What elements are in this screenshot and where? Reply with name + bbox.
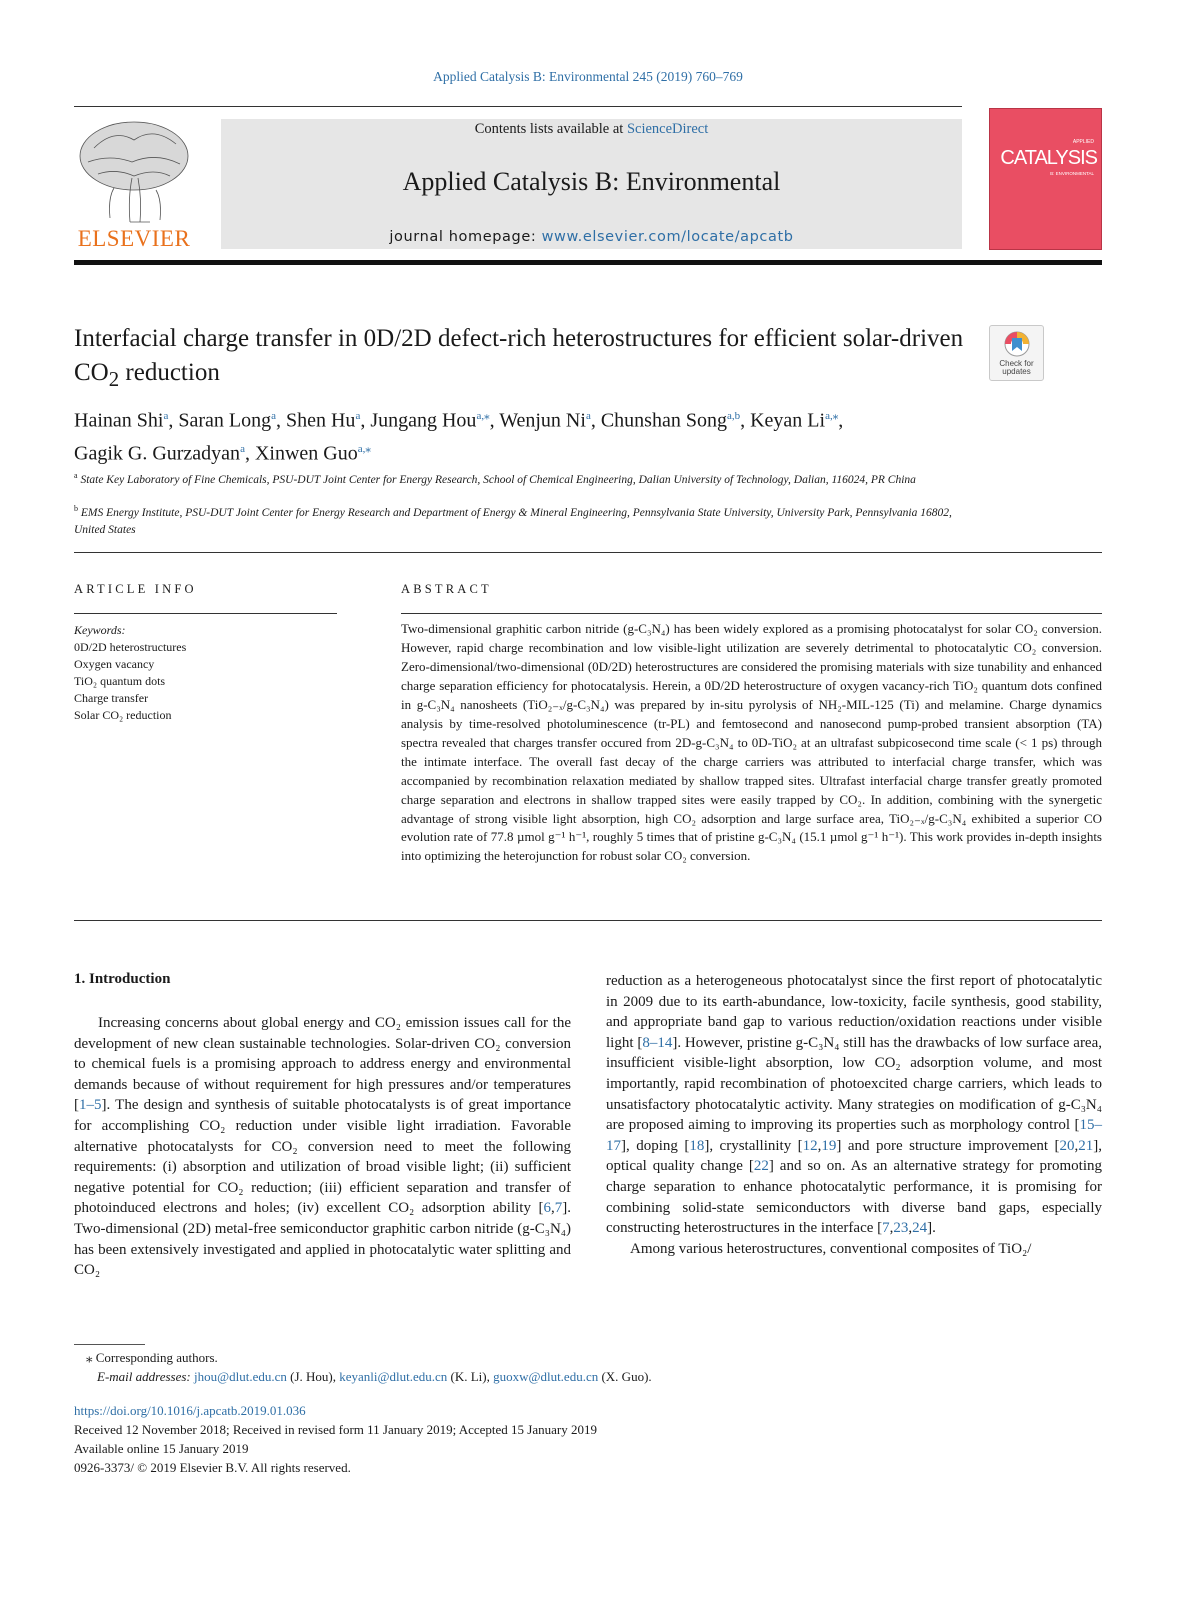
email-link-hou[interactable]: jhou@dlut.edu.cn	[194, 1368, 287, 1384]
paragraph-text: ,	[1074, 1137, 1079, 1154]
affiliation-b	[74, 500, 979, 539]
author-name: Gagik G. Gurzadyan	[74, 442, 241, 465]
citation-link[interactable]: 15–17	[606, 1117, 1102, 1154]
homepage-line	[221, 229, 962, 245]
email-owner-li: (K. Li),	[447, 1368, 494, 1384]
author-name: Xinwen Guo	[254, 442, 358, 465]
citation-link[interactable]: 7	[882, 1220, 890, 1237]
author-affiliation-mark[interactable]: a,⁎	[825, 410, 839, 422]
journal-title: Applied Catalysis B: Environmental	[402, 167, 781, 196]
keywords-list	[74, 639, 334, 724]
email-addresses	[74, 1368, 974, 1387]
keyword-item: Oxygen vacancy	[74, 657, 155, 671]
author-separator: ,	[489, 409, 500, 432]
email-owner-guo: (X. Guo).	[598, 1368, 652, 1384]
contents-line	[221, 121, 962, 138]
contents-prefix: Contents lists available at	[474, 121, 627, 137]
footnote-rule	[74, 1344, 145, 1345]
introduction-heading: 1. Introduction	[74, 971, 171, 987]
body-column-right	[606, 971, 1102, 1259]
keyword-item: Solar CO₂ reduction	[74, 708, 172, 722]
homepage-link[interactable]: www.elsevier.com/locate/apcatb	[541, 229, 794, 245]
author-separator: ,	[740, 409, 751, 432]
corresponding-footnote	[74, 1349, 974, 1386]
received-dates: Received 12 November 2018; Received in revised form 11 January 2019; Accepted 15 January 2019	[74, 1422, 597, 1437]
title-subscript: 2	[108, 367, 120, 391]
author-name: Wenjun Ni	[499, 409, 586, 432]
header-rule	[74, 106, 962, 107]
citation-link[interactable]: 18	[689, 1137, 705, 1154]
author-separator: ,	[275, 409, 286, 432]
keywords-label: Keywords:	[74, 623, 126, 637]
affiliation-a	[74, 467, 979, 489]
crossmark-label	[990, 360, 1043, 376]
abstract-text: Two-dimensional graphitic carbon nitride (g-C₃N₄) has been widely explored as a promising photocatalyst for solar CO₂ conversion. However, rapid charge recombination and low visible-light utilization are severely detrimental to photocatalytic CO₂ conversion. Zero-dimensional/two-dimensional (0D/2D) heterostructures are considered the promising materials with size tunability and enhanced charge separation efficiency for photocatalysis. Herein, a 0D/2D heterostructure of oxygen vacancy-rich TiO₂ quantum dots confined in g-C₃N₄ nanosheets (TiO₂₋ₓ/g-C₃N₄) was prepared by in-situ pyrolysis of NH₂-MIL-125 (Ti) and melamine. Charge dynamics analysis by time-resolved photoluminescence (tr-PL) and femtosecond and nanosecond pump-probed transient absorption (TA) spectra revealed that charges transfer occured from 2D-g-C₃N₄ to 0D-TiO₂ at an ultrafast subpicosecond time scale (< 1 ps) through the intimate interface. The overall fast decay of the charge carriers was attributed to interfacial charge transfer, which was accompanied by recombination relaxation mediated by shallow trapped sites. Ultrafast interfacial charge transfer greatly promoted charge separation and electrons in shallow trapped sites were easily trapped by CO₂. In addition, combining with the synergetic advantage of strong visible light absorption, high CO₂ adsorption and large surface area, TiO₂₋ₓ/g-C₃N₄ exhibited a superior CO evolution rate of 77.8 µmol g⁻¹ h⁻¹, roughly 5 times that of pristine g-C₃N₄ (15.1 µmol g⁻¹ h⁻¹). This work provides in-depth insights into optimizing the heterojunction for robust solar CO₂ conversion.	[401, 621, 1102, 864]
email-link-guo[interactable]: guoxw@dlut.edu.cn	[493, 1368, 599, 1384]
author-affiliation-mark[interactable]: a	[163, 410, 169, 422]
publication-info	[74, 1401, 974, 1477]
author-separator: ,	[838, 409, 844, 432]
paragraph-text: ]. However, pristine g-C₃N₄ still has the drawbacks of low surface area, insufficient visible-light absorption, low CO₂ adsorption volume, and most importantly, rapid recombination of photoexcited charge carriers, which leads to unsatisfactory photocatalytic activity. Many strategies on modification of g-C₃N₄ are proposed aiming to improving its properties such as morphology control [	[606, 1034, 1103, 1134]
author-name: Shen Hu	[285, 409, 356, 432]
header-thick-rule	[74, 260, 1102, 265]
article-title	[74, 322, 984, 396]
author-name: Chunshan Song	[600, 409, 727, 432]
body-column-left	[74, 1013, 571, 1281]
affiliation-a-text: State Key Laboratory of Fine Chemicals, PSU-DUT Joint Center for Energy Research, School of Chemical Engineering, Dalian University of Technology, Dalian, 116024, PR China	[80, 473, 916, 486]
email-owner-hou: (J. Hou),	[286, 1368, 340, 1384]
citation-link[interactable]: 12	[802, 1137, 818, 1154]
author-list	[74, 402, 994, 467]
article-info-heading: ARTICLE INFO	[74, 582, 197, 596]
paragraph-text: ]. The design and synthesis of suitable photocatalysts is of great importance for accomplishing CO₂ reduction under visible light irradiation. Favorable alternative photocatalysts for CO₂ conversion need to meet the following requirements: (i) absorption and utilization of broad visible light; (ii) sufficient negative potential for CO₂ reduction; (iii) efficient separation and transfer of photoinduced electrons and holes; (iv) excellent CO₂ adsorption ability [	[74, 1097, 571, 1217]
cover-applied-label: APPLIED	[1072, 139, 1094, 145]
abstract-heading: ABSTRACT	[401, 582, 492, 596]
email-link-li[interactable]: keyanli@dlut.edu.cn	[339, 1368, 448, 1384]
copyright-line: 0926-3373/ © 2019 Elsevier B.V. All rights reserved.	[74, 1460, 351, 1475]
author-affiliation-mark[interactable]: a	[240, 442, 245, 455]
article-info-rule	[74, 613, 337, 614]
journal-banner	[221, 119, 962, 249]
corresponding-authors-note: ⁎ Corresponding authors.	[86, 1350, 218, 1365]
citation-link[interactable]: 24	[912, 1220, 928, 1237]
citation-link[interactable]: 6	[543, 1200, 551, 1217]
author-separator: ,	[244, 442, 255, 465]
paragraph-text: ], optical quality change [	[606, 1137, 1102, 1175]
citation-link[interactable]: 1–5	[79, 1097, 102, 1114]
paragraph-text: ,	[908, 1220, 913, 1237]
check-for-updates-button[interactable]	[989, 325, 1044, 381]
intro-paragraph-1-continued	[606, 971, 1102, 1239]
crossmark-line2: updates	[1002, 367, 1031, 376]
title-text: Interfacial charge transfer in 0D/2D defect-rich heterostructures for efficient solar-driven CO	[74, 325, 964, 386]
homepage-prefix: journal homepage:	[389, 229, 542, 245]
paragraph-text: ]. Two-dimensional (2D) metal-free semiconductor graphitic carbon nitride (g-C₃N₄) has been extensively investigated and applied in photocatalytic water splitting and CO₂	[74, 1200, 571, 1279]
citation-link[interactable]: 21	[1078, 1137, 1094, 1154]
author-affiliation-mark[interactable]: a	[585, 410, 591, 422]
intro-paragraph-2: Among various heterostructures, conventional composites of TiO₂/	[630, 1240, 1032, 1257]
citation-link[interactable]: 8–14	[642, 1034, 673, 1051]
citation-link[interactable]: 7	[554, 1200, 563, 1217]
sciencedirect-link[interactable]: ScienceDirect	[626, 121, 709, 137]
title-text-end: reduction	[119, 359, 220, 386]
author-name: Jungang Hou	[370, 409, 477, 432]
paragraph-text: Increasing concerns about global energy and CO₂ emission issues call for the development of new clean sustainable technologies. Solar-driven CO₂ conversion to chemical fuels is a promising approach to address energy and environmental demands because of without requirement for high pressures and/or temperatures [	[74, 1015, 571, 1114]
affiliation-b-mark: b	[74, 504, 78, 513]
paragraph-text: ], crystallinity [	[704, 1137, 803, 1154]
keyword-item: 0D/2D heterostructures	[74, 640, 187, 654]
author-name: Saran Long	[178, 409, 272, 432]
tree-icon	[74, 118, 194, 226]
author-separator: ,	[360, 409, 371, 432]
citation-link[interactable]: 20	[1059, 1137, 1075, 1154]
paragraph-text: ,	[551, 1200, 555, 1217]
crossmark-line1: Check for	[999, 359, 1034, 368]
citation-link[interactable]: 23	[893, 1220, 909, 1237]
crossmark-icon	[1003, 330, 1031, 358]
paragraph-text: ] and so on. As an alternative strategy for promoting charge separation to enhance photocatalytic performance, it is promising for combining solid-state semiconductors with diverse band gaps, especially constructing heterostructures in the interface [	[606, 1158, 1102, 1237]
author-affiliation-mark[interactable]: a	[355, 410, 361, 422]
citation-link[interactable]: 19	[821, 1137, 837, 1154]
author-name: Hainan Shi	[74, 409, 164, 432]
author-affiliation-mark[interactable]: a,b	[726, 410, 741, 422]
intro-paragraph-1	[74, 1013, 571, 1281]
journal-reference-link[interactable]: Applied Catalysis B: Environmental 245 (2019) 760–769	[433, 69, 743, 84]
section-rule	[74, 552, 1102, 553]
paragraph-text: ], doping [	[621, 1137, 690, 1154]
doi-link[interactable]: https://doi.org/10.1016/j.apcatb.2019.01.036	[74, 1403, 306, 1418]
author-affiliation-mark[interactable]: a,⁎	[476, 410, 490, 422]
available-online: Available online 15 January 2019	[74, 1441, 249, 1456]
author-separator: ,	[168, 409, 179, 432]
author-affiliation-mark[interactable]: a,⁎	[357, 442, 371, 455]
paragraph-text: ] and pore structure improvement [	[836, 1137, 1060, 1154]
paragraph-text: ,	[889, 1220, 894, 1237]
journal-cover-thumbnail[interactable]	[989, 108, 1102, 250]
abstract-rule	[401, 613, 1102, 614]
keyword-item: Charge transfer	[74, 691, 149, 705]
citation-link[interactable]: 22	[753, 1158, 769, 1175]
cover-subtitle: B: ENVIRONMENTAL	[1050, 171, 1094, 176]
emails-label: E-mail addresses:	[97, 1368, 195, 1384]
affiliation-a-mark: a	[74, 471, 78, 480]
elsevier-wordmark: ELSEVIER	[77, 226, 191, 251]
paragraph-text: reduction as a heterogeneous photocatalyst since the first report of photocatalytic in 2009 due to its earth-abundance, low-toxicity, facile synthesis, good stability, and appropriate band gap to various reduction/oxidation reactions under visible light [	[606, 973, 1102, 1051]
author-name: Keyan Li	[750, 409, 826, 432]
paragraph-text: ,	[817, 1137, 822, 1154]
author-affiliation-mark[interactable]: a	[271, 410, 276, 422]
cover-title: CATALYSIS	[1000, 147, 1097, 169]
paragraph-text: ].	[927, 1220, 936, 1237]
affiliation-b-text: EMS Energy Institute, PSU-DUT Joint Center for Energy Research and Department of Energy & Mineral Engineering, Pennsylvania State University, University Park, Pennsylvania 16802, United States	[74, 506, 952, 536]
keyword-item: TiO₂ quantum dots	[74, 674, 166, 688]
abstract-end-rule	[74, 920, 1102, 921]
keywords-block	[74, 622, 334, 724]
author-separator: ,	[590, 409, 601, 432]
